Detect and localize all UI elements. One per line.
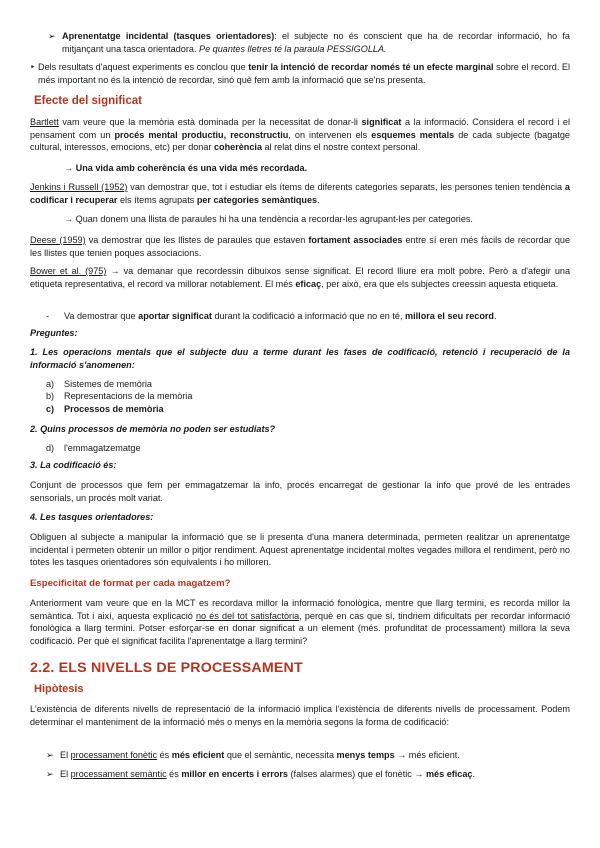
question-3: 3. La codificació és:: [30, 460, 117, 470]
text-span: (falses alarmes) que el fonètic →: [287, 769, 426, 779]
section-title-significat: Efecte del significat: [34, 95, 143, 107]
option-c: [46, 403, 570, 415]
text-span: El: [60, 750, 71, 760]
text-bold: eficaç: [295, 278, 322, 289]
paragraph-bartlett: [30, 116, 570, 154]
arrow-note-categories: → Quan donem una llista de paraules hi ha una tendència a recordar-les agrupant-les per categories.: [64, 214, 473, 224]
bullet-text: [60, 749, 460, 762]
text-span: van demostrar que, tot i estudiar els ítems de diferents categories separats, les persones tenien tendència: [127, 182, 565, 192]
question-1: 1. Les operacions mentals que el subjecte duu a terme durant les fases de codificació, retenció i recuperació de la informació s'anomenen:: [30, 347, 570, 370]
paragraph-bower: [30, 265, 570, 290]
text-span: Anteriorment vam veure que en la MCT es recordava millor la informació fonològica, mentre que llarg termini, es recorda millor la semàntica. Tot i així, aquesta explicació: [30, 598, 570, 621]
option-text-correct: Processos de memòria: [64, 403, 164, 414]
section-heading-nivells: 2.2. ELS NIVELLS DE PROCESSAMENT: [30, 660, 303, 676]
example-italic: Pe quantes lletres té la paraula PESSIGOLLA.: [199, 43, 387, 54]
text-span: és: [166, 769, 182, 779]
paragraph-hipotesis: L'existència de diferents nivells de representació de la informació implica l'existència de diferents nivells de processament. Podem determinar el manteniment de la informació més o menys en la memòria segons la forma de codificació:: [30, 704, 570, 727]
questions-label: Preguntes:: [30, 328, 78, 338]
text-span: , perquè en cas que sí, tindriem dificultats per recordar informació fonològica a llarg termini. Potser esforçar-se en donar significat a un element (més. profunditat de processament) millora la seva codificació. Per què el significat facilita l'aprenentatge a llarg termini?: [30, 610, 570, 646]
text-underline: processament semàntic: [70, 769, 167, 779]
text-bold: per categories semàntiques: [196, 194, 318, 205]
subsection-hipotesis: Hipòtesis: [34, 683, 84, 695]
bullet-triangle-icon: ‣: [30, 62, 36, 72]
text-span: , per això, era que els subjectes creessin aquesta etiqueta.: [321, 278, 559, 289]
author-link: Jenkins i Russell (1952): [30, 182, 128, 192]
paragraph-jenkins-russell: [30, 181, 570, 206]
question-2: 2. Quins processos de memòria no poden ser estudiats?: [30, 424, 276, 434]
text-span: durant la codificació a informació que no en té,: [211, 311, 406, 321]
text-span: : el subjecte no és conscient que ha de recordar informació, ho fa mitjançant una tasca orientadora.: [62, 31, 570, 54]
bullet-incidental-learning: [48, 30, 570, 55]
text-span: a la informació. Considera el record i el pensament com un: [30, 117, 570, 140]
text-span: El: [60, 769, 71, 779]
text-span: entre sí eren més fàcils de recordar que les llistes que tenien poques associacions.: [30, 235, 570, 258]
author-link: Bartlett: [30, 117, 59, 127]
text-span: els ítems agrupats: [117, 194, 197, 205]
text-span: que el semàntic, necessita: [224, 750, 337, 760]
bullet-conclusion: [30, 61, 570, 86]
author-link: Deese (1959): [30, 235, 86, 245]
text-span: → més eficient.: [394, 750, 460, 760]
option-letter: a): [46, 379, 55, 389]
option-letter: d): [46, 443, 55, 453]
option-a: [46, 378, 570, 390]
text-span: .: [493, 311, 497, 321]
text-bold: → Una vida amb coherència és una vida més recordada.: [64, 163, 308, 173]
bullet-phonetic: [46, 749, 570, 762]
answer-4: Obliguen al subjecte a manipular la informació que se li presenta d'una manera determinada, permeten realitzar un aprenentatge incidental i permeten obtenir un millor o pitjor rendiment. Aquest aprenentatge incidental moltes vegades millora el rendiment, però no totes les tasques orientadores són equivalents i ho milloren.: [30, 532, 570, 568]
question-2-options: [46, 442, 570, 454]
option-letter: c): [46, 403, 55, 414]
text-span: va demostrar que les llistes de paraules que estaven: [85, 235, 309, 245]
author-link: Bower et al. (975): [30, 266, 107, 276]
paragraph-especificitat: [30, 597, 570, 647]
text-span: sobre el record. El més important no és la intenció de recordar, sinó què fem amb la informació que se'ns presenta.: [38, 62, 570, 85]
text-span: vam veure que la memòria està dominada per la necessitat de donar-li: [58, 117, 362, 127]
text-span: , on intervenen els: [288, 129, 372, 140]
dash-text: [64, 310, 497, 323]
option-text: l'emmagatzematge: [64, 443, 141, 453]
text-span: al relat dins el nostre context personal.: [262, 142, 421, 153]
text-span: .: [472, 769, 476, 779]
subsection-title-especificitat: Especificitat de format per cada magatzem?: [30, 578, 231, 589]
question-1-options: [46, 378, 570, 415]
bullet-text: [38, 61, 570, 86]
text-bold: a codificar i recuperar: [30, 182, 570, 205]
answer-3: Conjunt de processos que fem per emmagatzemar la info, procés encarregat de gestionar la info que prové de les entrades sensorials, un procés molt variat.: [30, 480, 570, 503]
text-bold: procés mental productiu, reconstructiu: [114, 129, 289, 140]
text-bold: més eficient: [171, 750, 225, 760]
option-d: [46, 442, 570, 454]
arrow-note-coherence: [64, 162, 570, 175]
text-span: és: [157, 750, 172, 760]
text-span: Dels resultats d'aquest experiments es conclou que: [38, 62, 249, 72]
bullet-arrow-icon: ➢: [46, 769, 54, 779]
term-bold: Aprenentatge incidental (tasques orientadores): [62, 31, 275, 41]
bullet-text: [60, 768, 475, 781]
bullet-semantic: [46, 768, 570, 781]
text-bold: esquemes mentals: [371, 129, 455, 140]
option-text: Sistemes de memòria: [64, 379, 152, 389]
text-bold: millora el seu record: [405, 311, 494, 321]
text-span: .: [317, 194, 320, 205]
text-bold: millor en encerts i errors: [181, 769, 288, 779]
dash-marker: -: [46, 311, 50, 321]
bullet-arrow-icon: ➢: [48, 31, 56, 41]
text-underline: processament fonètic: [70, 750, 158, 760]
option-letter: b): [46, 391, 55, 402]
text-span: → va demanar que recordessin dibuixos sense significat. El record lliure era molt pobre. Però a d'afegir una etiqueta representativa, el record va millorar notablement. El més: [30, 266, 570, 289]
text-span: Va demostrar que: [64, 311, 139, 321]
question-4: 4. Les tasques orientadores:: [30, 512, 154, 522]
text-underline: no és del tot satisfactòria: [195, 610, 300, 621]
paragraph-deese: [30, 234, 570, 259]
text-bold: fortament associades: [308, 235, 403, 245]
text-span: de cada subjecte (bagatge cultural, interessos, emocions, etc) per donar: [30, 129, 570, 153]
text-bold: tenir la intenció de recordar només té un efecte marginal: [248, 62, 494, 72]
option-b: [46, 390, 570, 402]
text-bold: més eficaç: [425, 769, 473, 779]
text-bold: aportar significat: [138, 311, 212, 321]
text-bold: coherència: [213, 142, 263, 153]
option-text: Representacions de la memòria: [64, 391, 193, 402]
text-bold: menys temps: [336, 750, 395, 760]
dash-item-meaning: [46, 310, 570, 323]
text-bold: significat: [361, 117, 402, 127]
bullet-arrow-icon: ➢: [46, 750, 54, 760]
bullet-text: [62, 30, 570, 55]
